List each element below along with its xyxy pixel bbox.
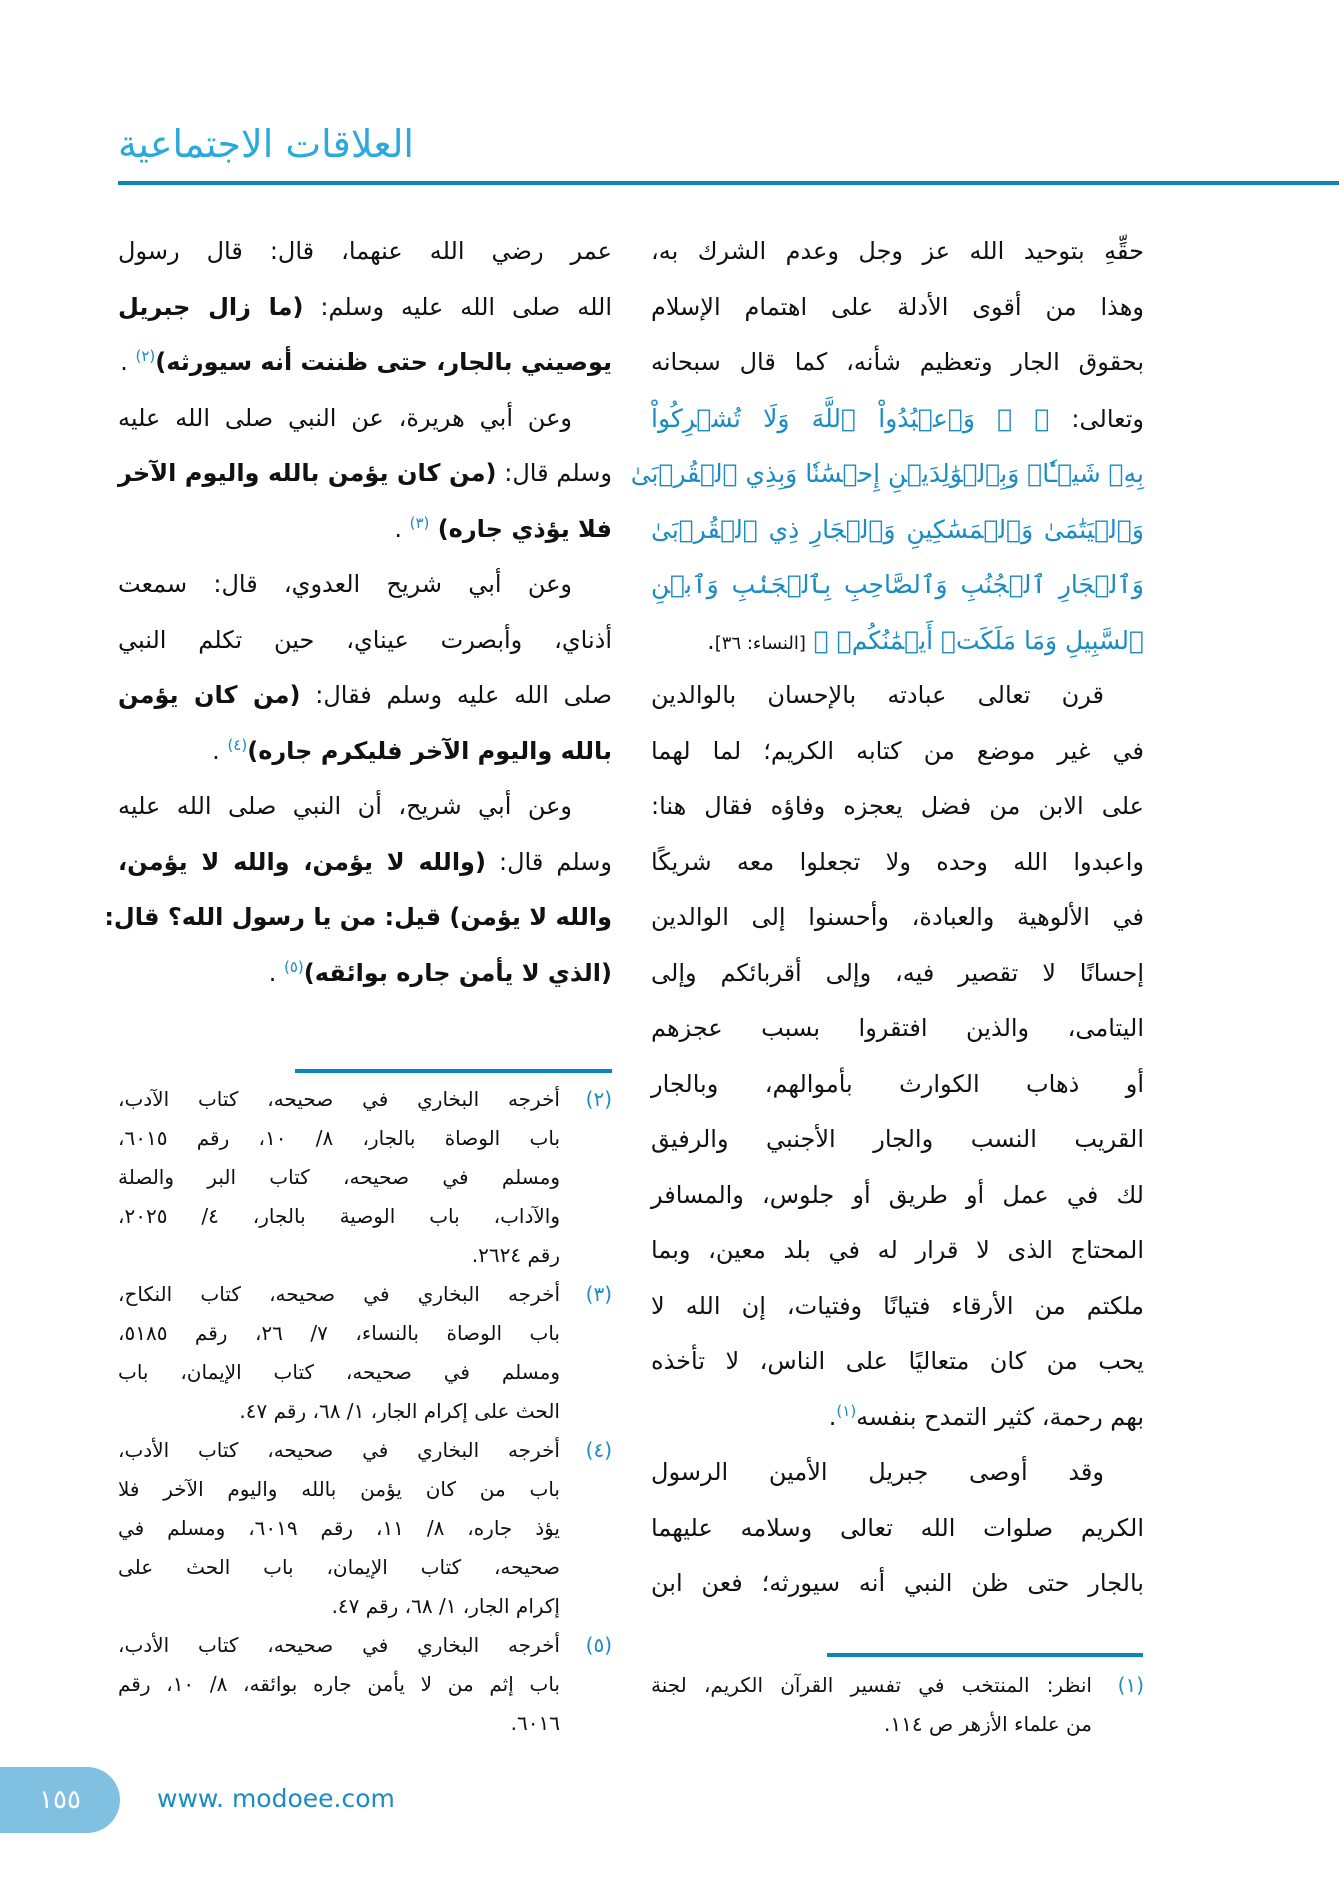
body-text: . — [268, 958, 284, 987]
body-text: عمر رضي الله عنهما، قال: قال رسول — [118, 237, 612, 265]
body-text: وعن أبي شريح، أن النبي صلى الله عليه — [118, 792, 572, 820]
footnote-line: ومسلم في صحيحه، كتاب البر والصلة — [118, 1165, 560, 1189]
text-line — [651, 1445, 1144, 1501]
body-text: صلى الله عليه وسلم فقال: — [300, 681, 612, 709]
footnote-number: (٢) — [585, 1087, 612, 1111]
body-text: في غير موضع من كتابه الكريم؛ لما لهما — [651, 736, 1144, 765]
website-url[interactable]: www. modoee.com — [157, 1784, 395, 1813]
text-line — [651, 335, 1144, 391]
footnote — [118, 1275, 612, 1431]
body-text: وسلم قال: — [496, 459, 612, 487]
body-text: وعن أبي شريح العدوي، قال: سمعت — [118, 570, 572, 598]
body-text: المحتاج الذى لا قرار له في بلد معين، وبما — [651, 1236, 1144, 1264]
text-line — [118, 391, 612, 447]
footnote-line: صحيحه، كتاب الإيمان، باب الحث على — [118, 1555, 560, 1579]
body-text: الله صلى الله عليه وسلم: — [303, 292, 613, 321]
running-header-title: العلاقات الاجتماعية — [118, 122, 414, 166]
right-footnote-rule — [827, 1653, 1143, 1657]
text-line — [651, 835, 1144, 891]
text-line — [651, 280, 1144, 336]
body-text: بالجار حتى ظن النبي أنه سيورثه؛ فعن ابن — [651, 1569, 1144, 1597]
text-line — [651, 1223, 1144, 1279]
text-line — [118, 946, 612, 1002]
quran-verse-text: ٱلسَّبِيلِ وَمَا مَلَكَتۡ أَيۡمَٰنُكُمۡ ﴾ — [805, 625, 1144, 655]
footnote-text — [118, 1275, 560, 1431]
quran-verse-text: وَٱلۡيَتَٰمَىٰ وَٱلۡمَسَٰكِينِ وَٱلۡجَارِ ذِي ٱلۡقُرۡبَىٰ — [651, 514, 1144, 544]
hadith-text: (الذي لا يأمن جاره بوائقه) — [303, 958, 612, 987]
body-text: وتعالى: — [1049, 404, 1144, 433]
body-text: إحسانًا لا تقصير فيه، وإلى أقربائكم وإلى — [651, 958, 1144, 987]
quran-verse-text: وَٱلۡجَارِ ٱلۡجُنُبِ وَٱلصَّاحِبِ بِٱلۡجَنۢبِ وَٱبۡنِ — [651, 570, 1144, 599]
text-line — [118, 280, 612, 336]
footnote — [651, 1666, 1144, 1744]
text-line — [651, 1501, 1144, 1557]
footnote-marker[interactable]: (٢) — [135, 347, 156, 365]
hadith-text: يوصيني بالجار، حتى ظننت أنه سيورثه) — [155, 348, 612, 376]
footnote-text — [651, 1666, 1092, 1744]
text-line — [651, 946, 1144, 1002]
hadith-text: فلا يؤذي جاره) — [429, 514, 612, 543]
footnote-marker[interactable]: (٣) — [409, 513, 430, 532]
footnote-line: باب الوصاة بالجار، ٨/ ١٠، رقم ٦٠١٥، — [118, 1126, 561, 1150]
right-text-column — [630, 224, 1144, 1612]
footnote-line: الحث على إكرام الجار، ١/ ٦٨، رقم ٤٧. — [239, 1399, 560, 1423]
footnote-line: أخرجه البخاري في صحيحه، كتاب الأدب، — [118, 1438, 560, 1462]
text-line — [651, 1334, 1144, 1390]
body-text: القريب النسب والجار الأجنبي والرفيق — [651, 1125, 1144, 1153]
text-line — [118, 779, 612, 835]
body-text: أذناي، وأبصرت عيناي، حين تكلم النبي — [118, 625, 612, 654]
text-line — [651, 557, 1144, 613]
right-footnotes — [651, 1666, 1144, 1744]
left-text-column — [104, 224, 613, 1001]
left-footnote-rule — [295, 1069, 612, 1073]
footnote-marker[interactable]: (١) — [836, 1401, 857, 1420]
text-line — [118, 724, 612, 780]
text-line — [651, 391, 1144, 447]
footnote-line: باب من كان يؤمن بالله واليوم الآخر فلا — [118, 1477, 560, 1501]
text-line — [118, 613, 612, 669]
text-line — [104, 890, 612, 946]
body-text: . — [212, 736, 228, 765]
footnote — [118, 1080, 612, 1275]
body-text: على الابن من فضل يعجزه وفاؤه فقال هنا: — [651, 792, 1144, 820]
quran-verse-text: ﴿ ۞ وَٱعۡبُدُواْ ٱللَّهَ وَلَا تُشۡرِكُواْ — [651, 403, 1050, 433]
footnote-number: (٥) — [585, 1633, 612, 1657]
text-line — [651, 890, 1144, 946]
body-text: ملكتم من الأرقاء فتيانًا وفتيات، إن الله لا — [651, 1291, 1144, 1320]
text-line — [118, 835, 612, 891]
footnote-line: والآداب، باب الوصية بالجار، ٤/ ٢٠٢٥، — [118, 1204, 560, 1228]
footnote-marker[interactable]: (٤) — [227, 735, 248, 754]
body-text: أو ذهاب الكوارث بأموالهم، وبالجار — [651, 1069, 1144, 1098]
footnote-line: أخرجه البخاري في صحيحه، كتاب الأدب، — [118, 1633, 560, 1657]
body-text: لك في عمل أو طريق أو جلوس، والمسافر — [651, 1180, 1144, 1209]
text-line — [651, 613, 1144, 669]
text-line — [651, 1556, 1144, 1612]
footnote-line: من علماء الأزهر ص ١١٤. — [884, 1712, 1092, 1736]
text-line — [651, 1168, 1144, 1224]
footnote-marker[interactable]: (٥) — [283, 957, 304, 976]
page-number-badge: ١٥٥ — [0, 1767, 120, 1833]
footnote — [118, 1626, 612, 1743]
footnote-text — [118, 1080, 560, 1275]
text-line — [651, 502, 1144, 558]
body-text: . — [120, 348, 136, 376]
text-line — [651, 724, 1144, 780]
footnote-text — [118, 1431, 560, 1626]
body-text: واعبدوا الله وحده ولا تجعلوا معه شريكًا — [651, 847, 1144, 876]
text-line — [118, 446, 612, 502]
footnote-number: (١) — [1117, 1673, 1144, 1697]
footnote-number: (٣) — [585, 1282, 612, 1306]
text-line — [118, 335, 612, 391]
text-line — [651, 1057, 1144, 1113]
hadith-text: (من كان يؤمن بالله واليوم الآخر — [118, 459, 497, 487]
body-text: بحقوق الجار وتعظيم شأنه، كما قال سبحانه — [651, 348, 1144, 376]
footnote-line: انظر: المنتخب في تفسير القرآن الكريم، لجنة — [651, 1673, 1092, 1697]
footnote-line: أخرجه البخاري في صحيحه، كتاب النكاح، — [118, 1282, 560, 1306]
footnote-line: أخرجه البخاري في صحيحه، كتاب الآدب، — [118, 1087, 560, 1111]
hadith-text: (ما زال جبريل — [118, 292, 304, 321]
text-line — [651, 1001, 1144, 1057]
text-line — [118, 224, 612, 280]
verse-reference: [النساء: ٣٦] — [714, 632, 806, 654]
footnote-line: إكرام الجار، ١/ ٦٨، رقم ٤٧. — [331, 1594, 560, 1618]
hadith-text: والله لا يؤمن) قيل: من يا رسول الله؟ قال: — [104, 903, 612, 931]
left-footnotes — [118, 1080, 612, 1743]
footnote-line: يؤذ جاره، ٨/ ١١، رقم ٦٠١٩، ومسلم في — [118, 1516, 560, 1540]
footnote-line: باب إثم من لا يأمن جاره بوائقه، ٨/ ١٠، رقم — [118, 1672, 560, 1696]
header-rule — [118, 181, 1339, 185]
text-line — [651, 668, 1144, 724]
quran-verse-text: بِهِۦ شَيۡـٔٗاۖ وَبِٱلۡوَٰلِدَيۡنِ إِحۡسَٰنٗا وَبِذِي ٱلۡقُرۡبَىٰ — [630, 459, 1144, 488]
body-text: وسلم قال: — [485, 847, 612, 876]
body-text: وعن أبي هريرة، عن النبي صلى الله عليه — [118, 403, 572, 432]
body-text: . — [707, 626, 715, 655]
text-line — [651, 1390, 1144, 1446]
body-text: الكريم صلوات الله تعالى وسلامه عليهما — [651, 1513, 1144, 1542]
text-line — [651, 1112, 1144, 1168]
body-text: يحب من كان متعاليًا على الناس، لا تأخذه — [651, 1347, 1144, 1375]
footnote-line: ومسلم في صحيحه، كتاب الإيمان، باب — [118, 1360, 560, 1384]
hadith-text: (من كان يؤمن — [118, 681, 301, 709]
text-line — [118, 502, 612, 558]
text-line — [651, 779, 1144, 835]
footnote-number: (٤) — [585, 1438, 612, 1462]
text-line — [118, 668, 612, 724]
footnote-line: باب الوصاة بالنساء، ٧/ ٢٦، رقم ٥١٨٥، — [118, 1321, 560, 1345]
footnote-line: ٦٠١٦. — [510, 1711, 560, 1735]
body-text: وهذا من أقوى الأدلة على اهتمام الإسلام — [651, 292, 1144, 321]
body-text: . — [394, 514, 410, 543]
hadith-text: بالله واليوم الآخر فليكرم جاره) — [247, 736, 612, 765]
text-line — [651, 224, 1144, 280]
body-text: بهم رحمة، كثير التمدح بنفسه — [856, 1402, 1144, 1431]
footnote-line: رقم ٢٦٢٤. — [471, 1243, 560, 1267]
hadith-text: (والله لا يؤمن، والله لا يؤمن، — [118, 847, 486, 876]
footnote-text — [118, 1626, 560, 1743]
body-text: في الألوهية والعبادة، وأحسنوا إلى الوالدين — [651, 903, 1144, 931]
body-text: . — [828, 1402, 837, 1431]
text-line — [630, 446, 1144, 502]
footnote — [118, 1431, 612, 1626]
text-line — [651, 1279, 1144, 1335]
body-text: قرن تعالى عبادته بالإحسان بالوالدين — [651, 681, 1104, 709]
body-text: حقِّهِ بتوحيد الله عز وجل وعدم الشرك به، — [651, 237, 1144, 265]
body-text: اليتامى، والذين افتقروا بسبب عجزهم — [651, 1014, 1144, 1042]
body-text: وقد أوصى جبريل الأمين الرسول — [651, 1458, 1104, 1486]
text-line — [118, 557, 612, 613]
